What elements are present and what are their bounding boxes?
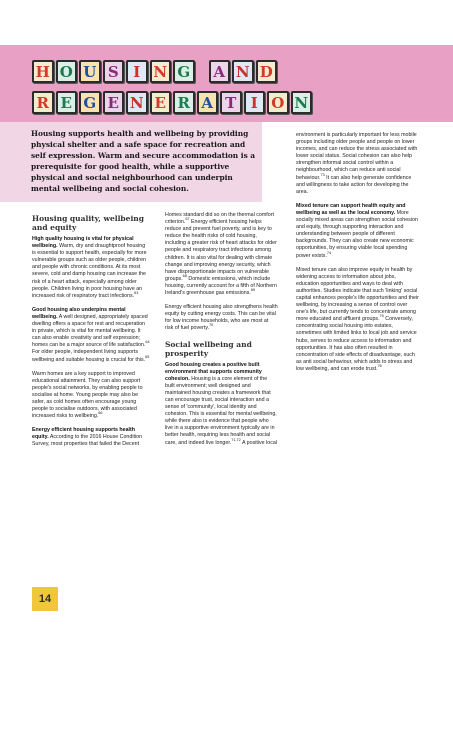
paragraph [165, 212, 278, 297]
body-text: Homes standard did so on the thermal comfort criterion. [165, 212, 274, 226]
body-text: According to the 2016 House Condition Survey, most properties that failed the Decent [32, 434, 143, 448]
title-letter-block: O [267, 91, 289, 114]
title-letter-block: T [220, 91, 242, 114]
column-1 [32, 212, 150, 456]
title-letter-block: D [256, 60, 278, 83]
title-letter-block: G [173, 60, 195, 83]
body-text: Warm, dry and draughtproof housing is essential to support health, especially for more vulnerable groups such as older people, children and people with chronic conditions. At its most severe, cold and damp housing can increase the risk of a heart attack, especially among older people. Children living in poor housing have an increased risk of respiratory tract infections. [32, 243, 147, 299]
paragraph [32, 371, 150, 421]
footnote-ref: 63 [134, 290, 139, 295]
column-2 [165, 212, 278, 454]
footnote-ref: 70 [209, 323, 214, 328]
column-3 [296, 132, 419, 380]
title-letter-block: R [32, 91, 54, 114]
title-letter-block: O [56, 60, 78, 83]
section-heading-housing-quality: Housing quality, wellbeing and equity [32, 214, 144, 232]
body-text: It can also help generate confidence and willingness to take action for developing the area. [296, 174, 412, 195]
title-letter-block: I [244, 91, 266, 114]
title-letter-block: E [56, 91, 78, 114]
paragraph [32, 427, 150, 448]
paragraph [165, 304, 278, 332]
lead-sentence: Good housing creates a positive built environment that supports community cohesion. [165, 361, 262, 382]
lead-sentence: Good housing also underpins mental wellbeing. [32, 306, 126, 320]
page-number: 14 [32, 587, 58, 611]
body-text: More socially mixed areas can strengthen social cohesion and equity, through supporting interaction and understanding between people of different backgrounds. They can also create new economic opportunities, by ensuring viable local spending power exists. [296, 209, 418, 259]
footnote-ref: 74 [326, 250, 332, 255]
footnote-ref: 75 [379, 314, 384, 319]
page-title-line-1 [32, 60, 277, 83]
title-letter-block: S [103, 60, 125, 83]
body-text: environment is particularly important for less mobile groups including older people and people on lower incomes, and can reduce the stress associated with lower social status. Social cohesion can also help strengthen informal social control within a neighbourhood, which can reduce anti social behaviour. [296, 132, 418, 181]
body-text: A well designed, appropriately spaced dwelling offers a space for rest and recuperation in private, which is vital for mental wellbeing. It can also enable creativity and self expression; homes can be a major source of life satisfaction. [32, 313, 148, 349]
body-text: Warm homes are a key support to improved educational attainment. They can also support people's social networks, by enabling people to socialise at home. Young people may also be safer, as cold homes often encourage young people to socialise outdoors, with associated increased risks to wellbeing. [32, 370, 143, 420]
title-letter-block: A [209, 60, 231, 83]
footnote-ref: 68 [182, 274, 187, 279]
paragraph [296, 132, 419, 196]
lead-sentence: High quality housing is vital for physical wellbeing. [32, 236, 134, 250]
footnote-ref: 66 [98, 411, 103, 416]
paragraph [296, 267, 419, 373]
body-text: Energy efficient housing also strengthens health equity by cutting energy costs. This can be vital for low income households, who are most at risk of fuel poverty. [165, 304, 278, 332]
title-letter-block: N [291, 91, 313, 114]
title-letter-block: R [173, 91, 195, 114]
title-letter-block: N [126, 91, 148, 114]
body-text: Conversely, concentrating social housing into estates, sometimes with limited links to local job and service hubs, serves to reduce access to information and opportunities. It has also often resulted in concentration of side effects of disadvantage, such as anti social behaviour, which adds to stress and low wellbeing, and can erode trust. [296, 316, 417, 372]
body-text: Domestic emissions, which include housing, currently account for a fifth of Northern Ireland's greenhouse gas emissions. [165, 275, 277, 297]
title-letter-block: H [32, 60, 54, 83]
footnote-ref: 67 [185, 217, 190, 222]
title-letter-block: E [150, 91, 172, 114]
body-text: Energy efficient housing helps reduce and prevent fuel poverty, and is key to reduce the health risks of cold housing, including a greater risk of heart attacks for older people and respiratory tract infections among children. It is also vital for dealing with climate change and improving energy security, which have disproportionate impacts on vulnerable groups. [165, 219, 277, 282]
footnote-ref: 76 [377, 364, 382, 369]
title-letter-block: A [197, 91, 219, 114]
paragraph [32, 236, 150, 300]
body-text: For older people, independent living supports wellbeing and suitable housing is crucial for this. [32, 349, 146, 363]
footnote-ref: 69 [250, 288, 256, 293]
body-text: Housing is a core element of the built environment; well designed and maintained housing creates a framework that can encourage trust, social interaction and a sense of 'community', local identity and cohesion. This is essential for mental wellbeing, while there also is evidence that people who live in a supportive environment typically are in better health, requiring less health and social care, and indeed live longer. [165, 375, 277, 446]
title-letter-block: N [150, 60, 172, 83]
title-letter-block: N [232, 60, 254, 83]
page-title-line-2 [32, 91, 312, 114]
title-letter-block: E [103, 91, 125, 114]
title-letter-block: I [126, 60, 148, 83]
lead-sentence: Mixed tenure can support health equity and wellbeing as well as the local economy. [296, 202, 406, 216]
lead-sentence: Energy efficient housing supports health equity. [32, 427, 136, 441]
body-text: Mixed tenure can also improve equity in health by widening access to information about jobs, education opportunities and ways to deal with authorities. Studies indicate that such 'linking' social capital enhances people's life opportunities and their wellbeing, by increasing a sense of control over one's life, but currently tends to concentrate among more educated and affluent groups. [296, 266, 419, 323]
title-letter-block: G [79, 91, 101, 114]
body-text: A positive local [240, 439, 277, 446]
title-letter-block: U [79, 60, 101, 83]
footnote-ref: 64 [145, 340, 150, 345]
section-heading-social-wellbeing: Social wellbeing and prosperity [165, 339, 252, 358]
footnote-ref: 65 [145, 354, 150, 359]
intro-text: Housing supports health and wellbeing by providing physical shelter and a safe space for recreation and self expression. Warm and secure accommodation is a prerequisite for good health, while a supportive physical and social neighbourhood can underpin mental wellbeing and social cohesion. [31, 129, 256, 193]
footnote-ref: 73 [320, 172, 325, 177]
paragraph [165, 362, 278, 447]
footnote-ref: 71,72 [231, 437, 241, 442]
title-spacer [197, 60, 207, 83]
paragraph [32, 307, 150, 364]
paragraph [296, 203, 419, 260]
